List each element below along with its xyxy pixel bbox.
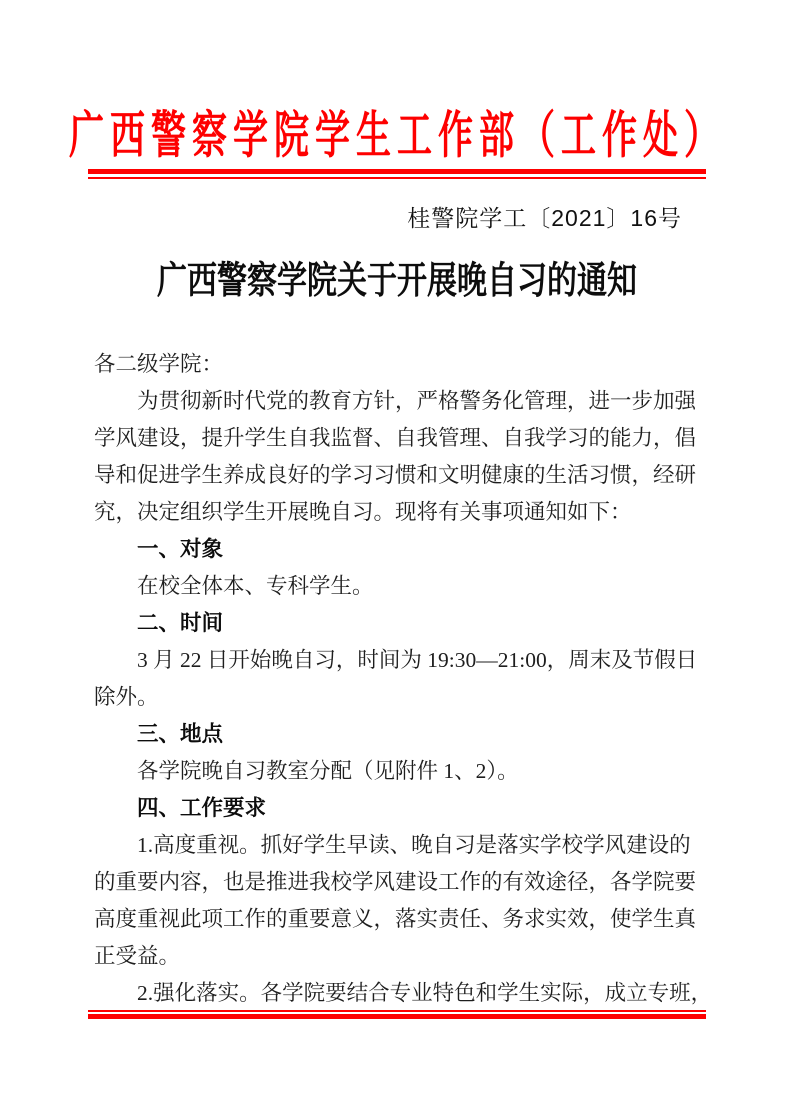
body-text-line: 3 月 22 日开始晚自习，时间为 19:30—21:00，周末及节假日 (137, 648, 698, 672)
body-text-line: 究，决定组织学生开展晚自习。现将有关事项通知如下： (94, 500, 632, 524)
body-text-line: 各二级学院： (94, 352, 224, 376)
body-text-line: 的重要内容，也是推进我校学风建设工作的有效途径，各学院要 (94, 870, 697, 894)
body-text-line: 导和促进学生养成良好的学习习惯和文明健康的生活习惯，经研 (94, 463, 697, 487)
body-text-line: 2.强化落实。各学院要结合专业特色和学生实际，成立专班， (137, 981, 713, 1005)
document-body (94, 346, 713, 1012)
separator-thick-bar (88, 1014, 706, 1019)
document-number: 桂警院学工〔2021〕16号 (407, 205, 682, 231)
section-heading: 二、时间 (137, 611, 224, 635)
section-heading: 三、地点 (137, 722, 224, 746)
body-text-line: 学风建设，提升学生自我监督、自我管理、自我学习的能力，倡 (94, 426, 697, 450)
separator-thin-bar (88, 1010, 706, 1012)
body-text-line: 除外。 (94, 685, 159, 709)
footer-separator-line (88, 1010, 706, 1019)
section-heading: 一、对象 (137, 537, 224, 561)
header-separator-line (88, 169, 706, 179)
separator-thick-bar (88, 169, 706, 174)
separator-thin-bar (88, 177, 706, 179)
body-text-line: 正受益。 (94, 944, 181, 968)
body-text-line: 1.高度重视。抓好学生早读、晚自习是落实学校学风建设的 (137, 833, 691, 857)
body-text-line: 在校全体本、专科学生。 (137, 574, 374, 598)
red-header-org-title: 广西警察学院学生工作部（工作处） (68, 107, 725, 165)
body-text-line: 高度重视此项工作的重要意义，落实责任、务求实效，使学生真 (94, 907, 697, 931)
document-title: 广西警察学院关于开展晚自习的通知 (157, 260, 637, 302)
section-heading: 四、工作要求 (137, 796, 267, 820)
body-text-line: 各学院晚自习教室分配（见附件 1、2）。 (137, 759, 519, 783)
body-text-line: 为贯彻新时代党的教育方针，严格警务化管理，进一步加强 (137, 389, 697, 413)
